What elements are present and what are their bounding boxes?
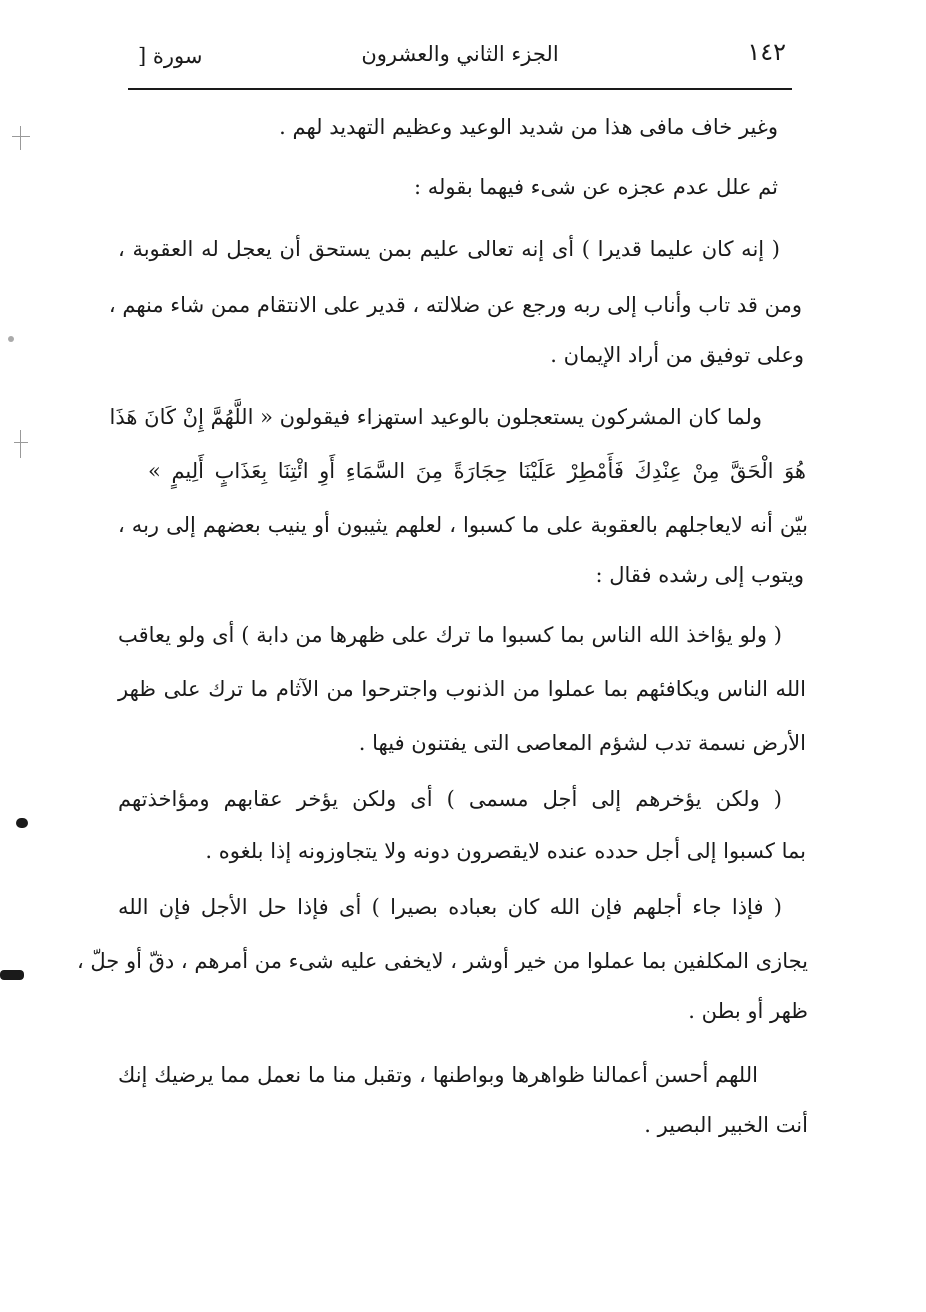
text-line-10: ( ولو يؤاخذ الله الناس بما كسبوا ما ترك على ظهرها من دابة ) أى ولو يعاقب (118, 623, 782, 647)
text-line-4: ومن قد تاب وأناب إلى ربه ورجع عن ضلالته ، قدير على الانتقام ممن شاء منهم ، (108, 293, 802, 317)
margin-tick (12, 136, 30, 137)
margin-tick (20, 126, 21, 150)
text-line-11: الله الناس ويكافئهم بما عملوا من الذنوب واجترحوا من الآثام ما ترك على ظهر (118, 677, 806, 701)
text-line-12: الأرض نسمة تدب لشؤم المعاصى التى يفتنون فيها . (358, 731, 806, 755)
text-line-7: هُوَ الْحَقَّ مِنْ عِنْدِكَ فَأَمْطِرْ عَلَيْنَا حِجَارَةً مِنَ السَّمَاءِ أَوِ ائْتِنَا بِعَذَابٍ أَلِيمٍ » (148, 459, 806, 483)
text-line-8: بيّن أنه لايعاجلهم بالعقوبة على ما كسبوا ، لعلهم يثيبون أو ينيب بعضهم إلى ربه ، (118, 513, 808, 537)
page-number: ١٤٢ (747, 38, 786, 66)
surah-label: سورة [ (138, 44, 203, 68)
text-line-18: اللهم أحسن أعمالنا ظواهرها وبواطنها ، وتقبل منا ما نعمل مما يرضيك إنك (118, 1063, 758, 1087)
text-line-3: ( إنه كان عليما قديرا ) أى إنه تعالى عليم بمن يستحق أن يعجل له العقوبة ، (118, 237, 780, 261)
text-line-1: وغير خاف مافى هذا من شديد الوعيد وعظيم التهديد لهم . (279, 115, 778, 139)
header-rule (128, 88, 792, 90)
text-line-5: وعلى توفيق من أراد الإيمان . (550, 343, 804, 367)
margin-blot (16, 818, 28, 828)
text-line-2: ثم علل عدم عجزه عن شىء فيهما بقوله : (414, 175, 778, 199)
margin-dot (8, 336, 14, 342)
text-line-15: ( فإذا جاء أجلهم فإن الله كان بعباده بصيرا ) أى فإذا حل الأجل فإن الله (118, 895, 782, 919)
margin-blot (0, 970, 24, 980)
running-title: الجزء الثاني والعشرون (361, 42, 559, 66)
page-header (128, 38, 792, 78)
margin-tick (14, 442, 28, 443)
text-line-19: أنت الخبير البصير . (644, 1113, 808, 1137)
text-line-17: ظهر أو بطن . (688, 999, 808, 1023)
text-line-6: ولما كان المشركون يستعجلون بالوعيد استهزاء فيقولون « اللَّهُمَّ إِنْ كَانَ هَذَا (109, 405, 762, 429)
text-line-16: يجازى المكلفين بما عملوا من خير أوشر ، لايخفى عليه شىء من أمرهم ، دقّ أو جلّ ، (76, 949, 808, 973)
text-line-13: ( ولكن يؤخرهم إلى أجل مسمى ) أى ولكن يؤخر عقابهم ومؤاخذتهم (118, 787, 782, 811)
text-line-9: ويتوب إلى رشده فقال : (595, 563, 804, 587)
text-line-14: بما كسبوا إلى أجل حدده عنده لايقصرون دونه ولا يتجاوزونه إذا بلغوه . (205, 839, 806, 863)
margin-tick (20, 430, 21, 458)
